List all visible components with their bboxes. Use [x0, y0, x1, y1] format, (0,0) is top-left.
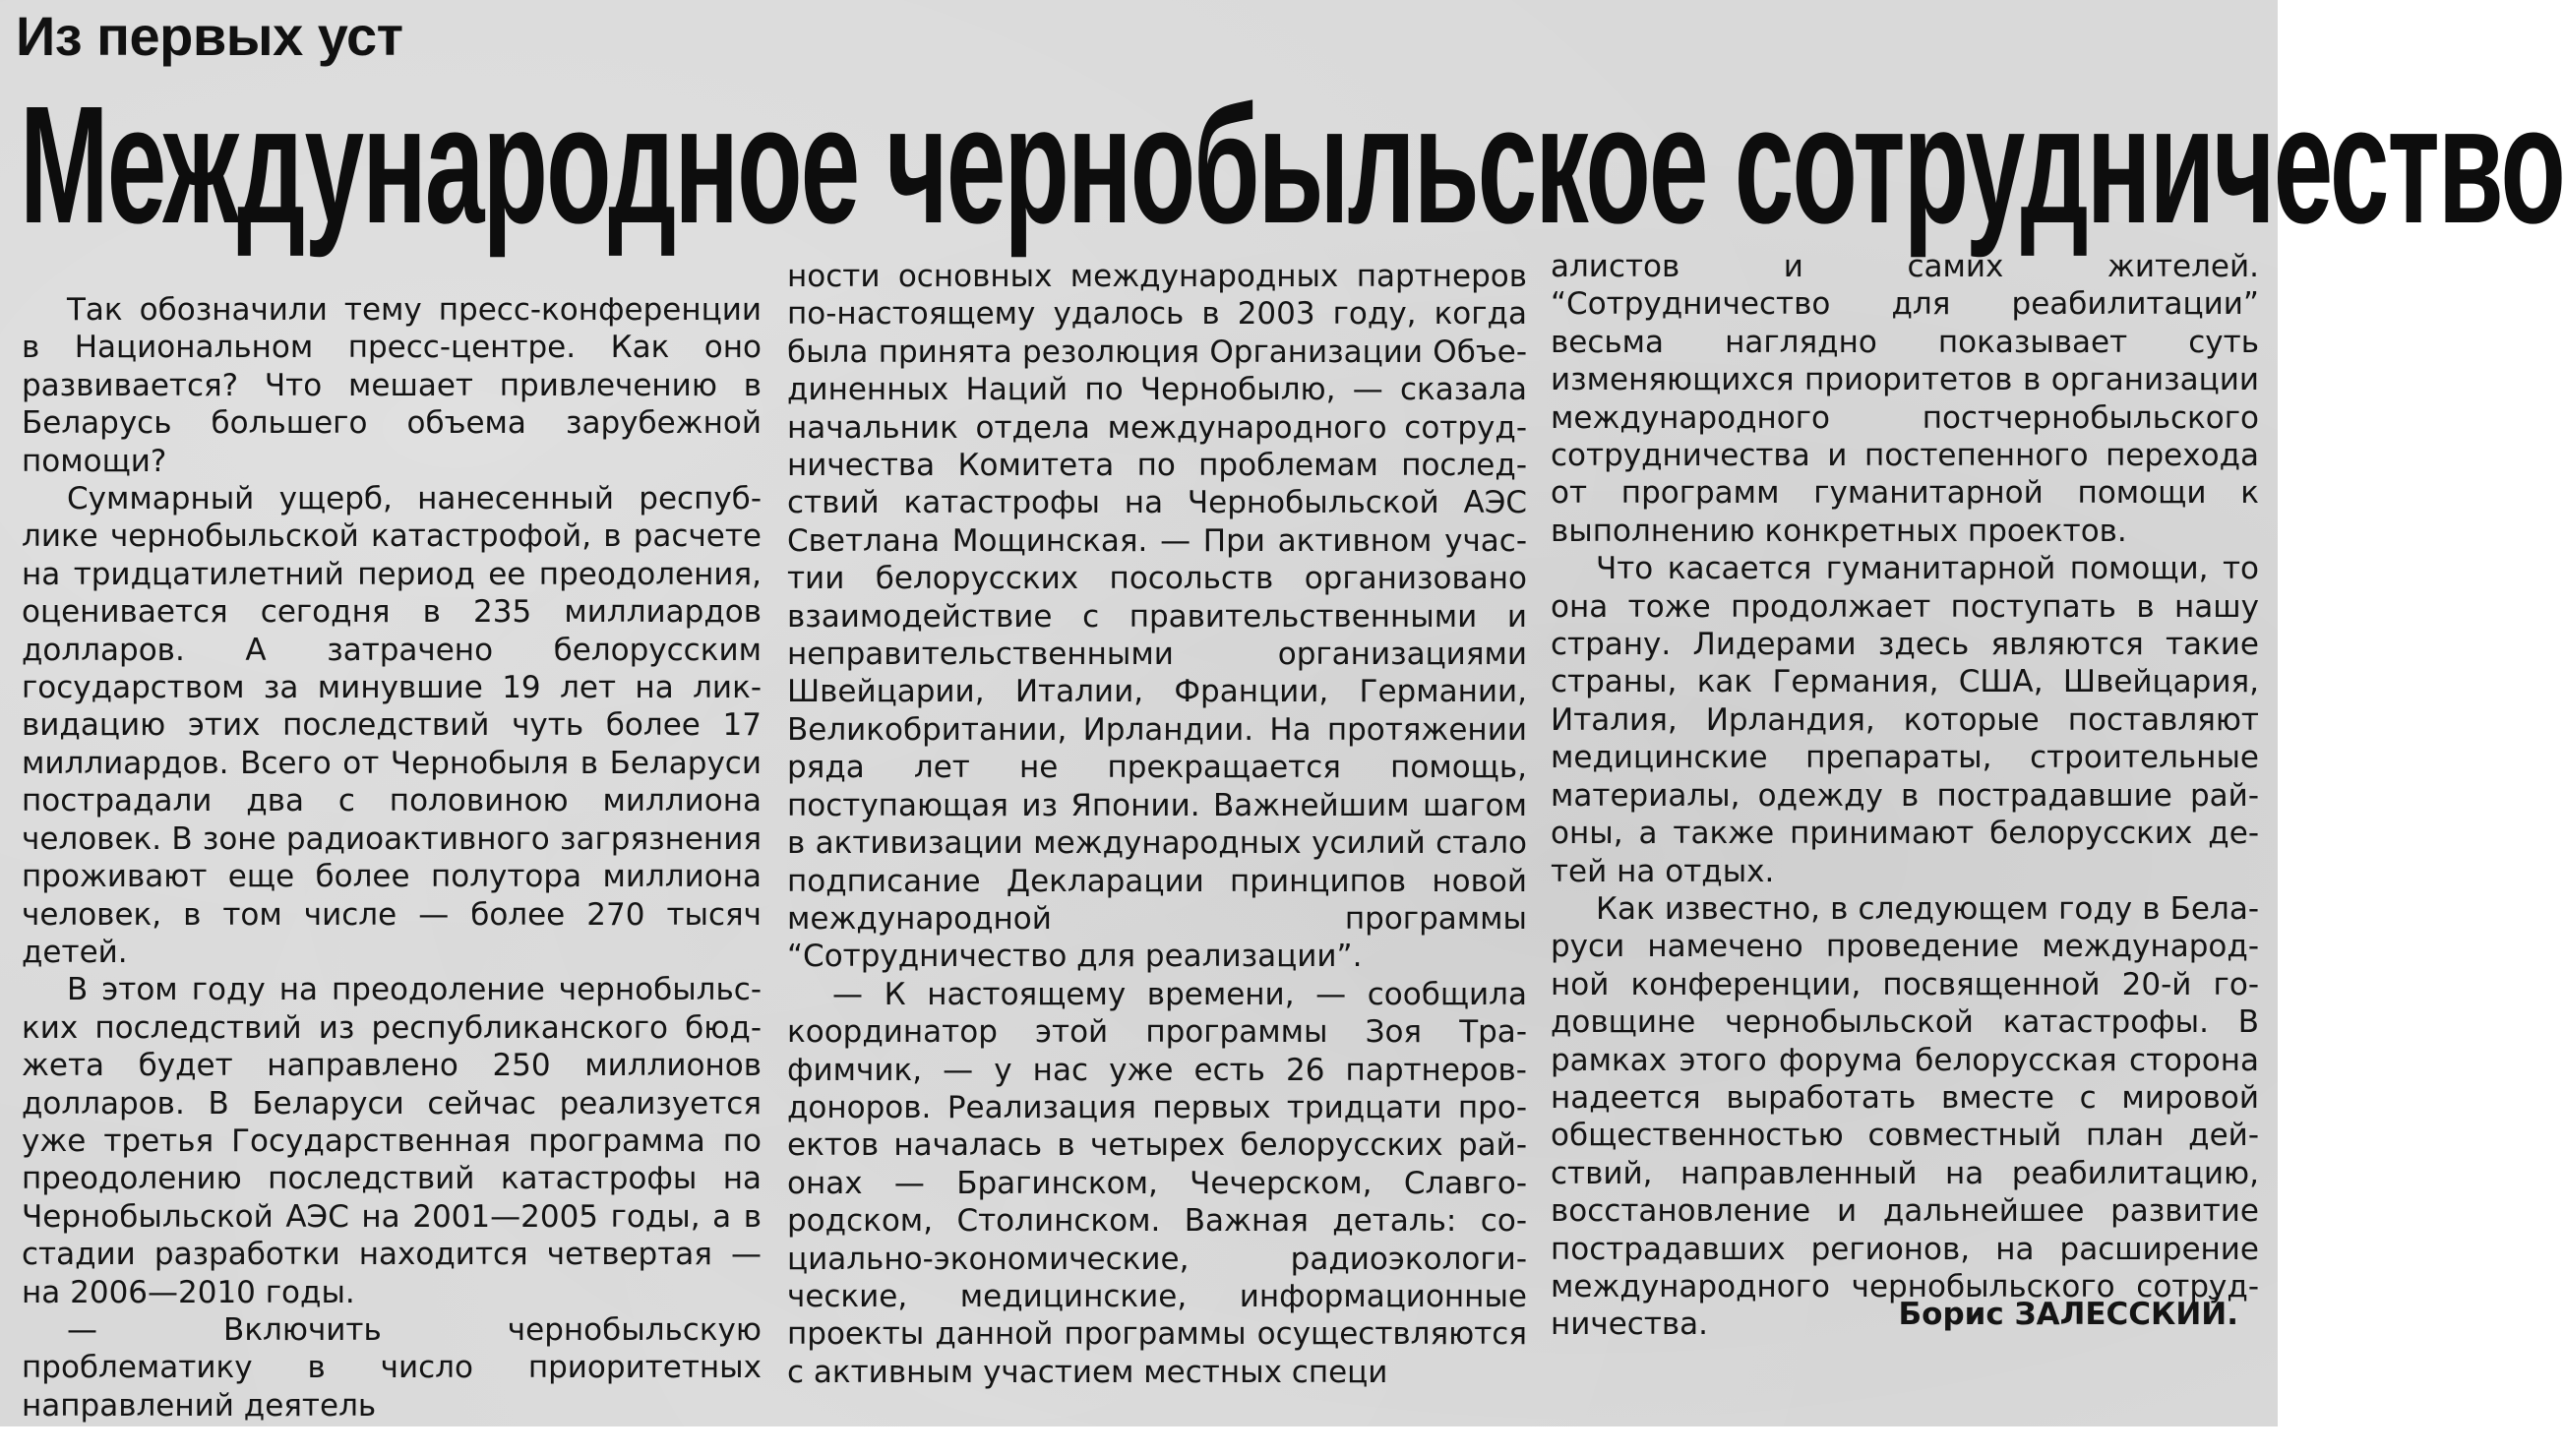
paragraph: алистов и самих жителей. “Сотрудничество для реабилитации” весьма наглядно показывает суть изменяющихся приоритетов в организации международного постчернобыльского сотрудничества и постепенного перехода от программ гуманитарной помощи к выполнению конкретных проектов. [1551, 249, 2259, 549]
paragraph: — Включить чернобыльскую проблематику в число приоритетных направлений деятель [22, 1311, 762, 1424]
paragraph: ности основных международных партнеров по-настоящему удалось в 2003 году, когда была принята резолюция Организации Объединенных Наций по Чернобылю, — сказала начальник отдела международного сотрудничества Комитета по проблемам последствий катастрофы на Чернобыльской АЭС Светлана Мощинская. — При активном участии белорусских посольств организовано взаимодействие с правительственными и неправительственными организациями Швейцарии, Италии, Франции, Германии, Великобритании, Ирландии. На протяжении ряда лет не прекращается помощь, поступающая из Японии. Важнейшим шагом в активизации международных усилий стало подписание Декларации принципов новой международной программы “Сотрудничество для реализации”. [787, 259, 1527, 975]
author-byline: Борис ЗАЛЕССКИЙ. [1898, 1297, 2238, 1332]
article-column-1 [22, 291, 762, 1425]
paragraph: Суммарный ущерб, нанесенный республике чернобыльской катастрофой, в расчете на тридцатилетний период ее преодоления, оценивается сегодня в 235 миллиардов долларов. А затрачено белорусским государством за минувшие 19 лет на ликвидацию этих последствий чуть более 17 миллиардов. Всего от Чернобыля в Беларуси пострадали два с половиною миллиона человек. В зоне радиоактивного загрязнения проживают еще более полутора миллиона человек, в том числе — более 270 тысяч детей. [22, 481, 762, 970]
article-headline: Международное чернобыльское сотрудничество [20, 72, 2564, 259]
paragraph: Как известно, в следующем году в Беларуси намечено проведение международной конференции, посвященной 20-й годовщине чернобыльской катастрофы. В рамках этого форума белорусская сторона надеется выработать вместе с мировой общественностью совместный план действий, направленный на реабилитацию, восстановление и дальнейшее развитие пострадавших регионов, на расширение международного чернобыльского сотрудничества. [1551, 890, 2259, 1343]
paragraph: — К настоящему времени, — сообщила координатор этой программы Зоя Трафимчик, — у нас уже есть 26 партнеров-доноров. Реализация первых тридцати проектов началась в четырех белорусских районах — Брагинском, Чечерском, Славгородском, Столинском. Важная деталь: социально-экономические, радиоэкологические, медицинские, информационные проекты данной программы осуществляются с активным участием местных специ [787, 976, 1527, 1390]
article-column-2 [787, 258, 1527, 1391]
paragraph: В этом году на преодоление чернобыльских последствий из республиканского бюджета будет направлено 250 миллионов долларов. В Беларуси сейчас реализуется уже третья Государственная программа по преодолению последствий катастрофы на Чернобыльской АЭС на 2001—2005 годы, а в стадии разработки находится четвертая — на 2006—2010 годы. [22, 972, 762, 1310]
paragraph: Что касается гуманитарной помощи, то она тоже продолжает поступать в нашу страну. Лидерами здесь являются такие страны, как Германия, США, Швейцария, Италия, Ирландия, которые поставляют медицинские препараты, строительные материалы, одежду в пострадавшие районы, а также принимают белорусских детей на отдых. [1551, 551, 2259, 889]
section-rubric: Из первых уст [16, 5, 403, 67]
article-column-3 [1551, 248, 2259, 1344]
paragraph: Так обозначили тему пресс-конференции в Национальном пресс-центре. Как оно развивается? Что мешает привлечению в Беларусь большего объема зарубежной помощи? [22, 292, 762, 479]
